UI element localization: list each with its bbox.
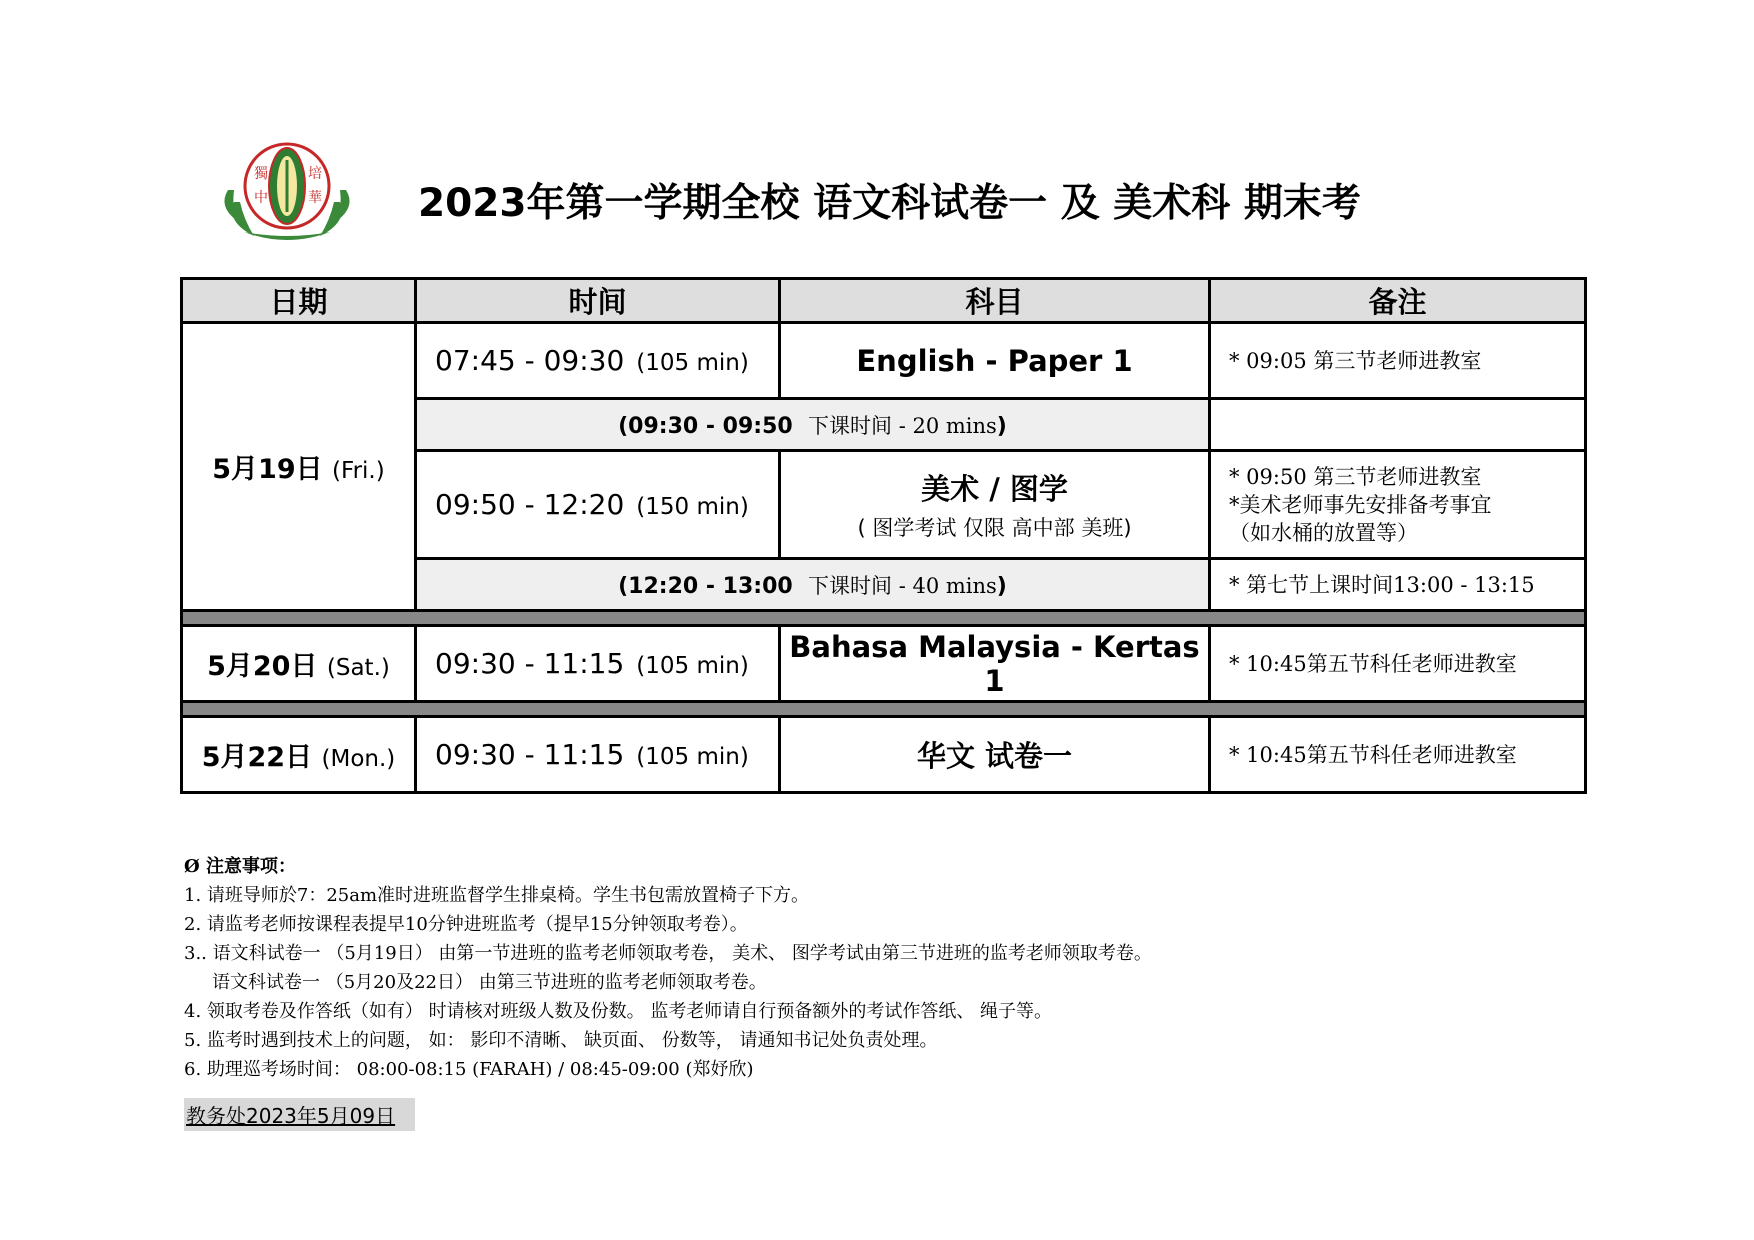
school-logo (214, 140, 360, 244)
weekday-text: (Fri.) (332, 458, 385, 484)
note-item: 6. 助理巡考场时间： 08:00-08:15 (FARAH) / 08:45-09:00 (郑妤欣) (184, 1059, 754, 1080)
note-item: 2. 请监考老师按课程表提早10分钟进班监考（提早15分钟领取考卷）。 (184, 914, 748, 935)
table-row (182, 626, 1586, 702)
separator-row (182, 702, 1586, 717)
date-cell (182, 717, 416, 793)
weekday-text: (Mon.) (321, 746, 396, 772)
date-cell (182, 626, 416, 702)
duration: (105 min) (636, 653, 749, 679)
logo-char: 獨 (254, 166, 268, 182)
time-cell (416, 451, 780, 559)
break-close: ) (996, 573, 1007, 599)
note-item: 4. 领取考卷及作答纸（如有） 时请核对班级人数及份数。 监考老师请自行预备额外的考试作答纸、 绳子等。 (184, 1001, 1053, 1022)
header-time: 时间 (416, 279, 780, 323)
logo-char: 培 (308, 166, 322, 182)
subject-cell: English - Paper 1 (780, 323, 1210, 399)
remark-cell (1210, 399, 1586, 451)
remark-cell: * 09:05 第三节老师进教室 (1210, 323, 1586, 399)
break-time: (12:20 - 13:00 (618, 573, 793, 599)
logo-char: 華 (308, 190, 322, 206)
duration: (150 min) (636, 494, 749, 520)
time-range: 09:30 - 11:15 (435, 647, 625, 680)
time-cell (416, 717, 780, 793)
table-row (182, 323, 1586, 399)
remark-cell: * 10:45第五节科任老师进教室 (1210, 626, 1586, 702)
header-subject: 科目 (780, 279, 1210, 323)
header-date: 日期 (182, 279, 416, 323)
date-text: 5月22日 (201, 742, 313, 773)
remark-cell: * 10:45第五节科任老师进教室 (1210, 717, 1586, 793)
table-row (182, 717, 1586, 793)
subject-text: 美术 / 图学 (921, 472, 1068, 506)
note-item: 3.. 语文科试卷一 （5月19日） 由第一节进班的监考老师领取考卷， 美术、 图学考试由第三节进班的监考老师领取考卷。 (184, 943, 1152, 964)
break-time: (09:30 - 09:50 (618, 413, 793, 439)
time-cell (416, 626, 780, 702)
break-cell (416, 399, 1210, 451)
subject-cell: 华文 试卷一 (780, 717, 1210, 793)
issuer-date: 教务处2023年5月09日 (184, 1098, 415, 1131)
time-range: 07:45 - 09:30 (435, 344, 625, 377)
weekday-text: (Sat.) (326, 655, 390, 681)
note-item: 1. 请班导师於7：25am准时进班监督学生排桌椅。学生书包需放置椅子下方。 (184, 885, 810, 906)
note-item: 5. 监考时遇到技术上的问题， 如： 影印不清晰、 缺页面、 份数等， 请通知书记处负责处理。 (184, 1030, 938, 1051)
date-text: 5月19日 (212, 454, 323, 485)
subject-cell: Bahasa Malaysia - Kertas 1 (780, 626, 1210, 702)
remark-cell (1210, 451, 1586, 559)
separator-row (182, 611, 1586, 626)
note-item: 语文科试卷一 （5月20及22日） 由第三节进班的监考老师领取考卷。 (212, 972, 767, 993)
table-header-row (182, 279, 1586, 323)
remark-cell: * 第七节上课时间13:00 - 13:15 (1210, 559, 1586, 611)
time-range: 09:50 - 12:20 (435, 488, 625, 521)
notes-section (184, 852, 1152, 1084)
remark-line: *美术老师事先安排备考事宜 (1229, 492, 1492, 517)
duration: (105 min) (636, 350, 749, 376)
break-label: 下课时间 - 20 mins (808, 413, 997, 438)
page-title: 2023年第一学期全校 语文科试卷一 及 美术科 期末考 (418, 181, 1361, 226)
exam-schedule-table (180, 277, 1587, 794)
remark-line: （如水桶的放置等） (1229, 520, 1418, 545)
break-cell (416, 559, 1210, 611)
logo-char: 中 (254, 190, 268, 206)
duration: (105 min) (636, 744, 749, 770)
subject-cell (780, 451, 1210, 559)
remark-line: * 09:50 第三节老师进教室 (1229, 464, 1482, 489)
time-cell (416, 323, 780, 399)
break-label: 下课时间 - 40 mins (808, 573, 997, 598)
date-text: 5月20日 (207, 651, 318, 682)
date-cell (182, 323, 416, 611)
notes-heading: Ø 注意事项： (184, 856, 296, 877)
time-range: 09:30 - 11:15 (435, 738, 625, 771)
subject-note: ( 图学考试 仅限 高中部 美班) (857, 516, 1132, 540)
break-close: ) (996, 413, 1007, 439)
header-remarks: 备注 (1210, 279, 1586, 323)
